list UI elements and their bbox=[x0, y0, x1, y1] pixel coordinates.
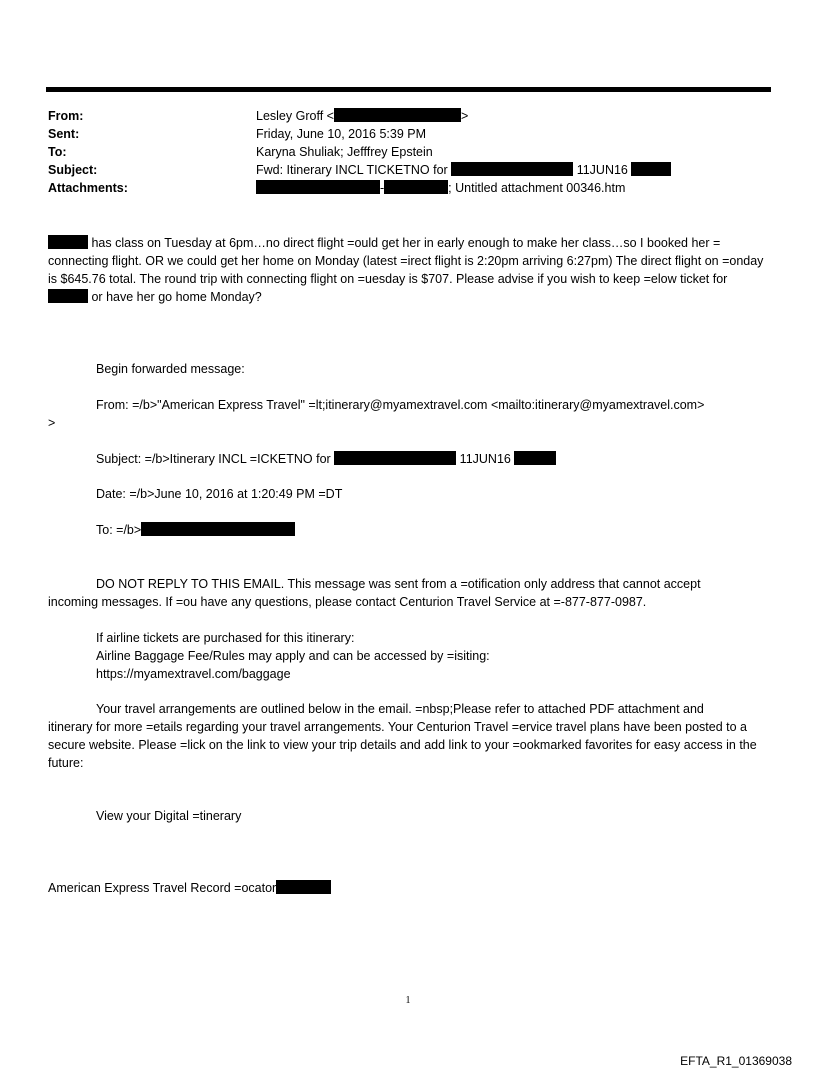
airline-line-2: Airline Baggage Fee/Rules may apply and can be accessed by =isiting: bbox=[96, 649, 490, 663]
sent-value: Friday, June 10, 2016 5:39 PM bbox=[256, 127, 427, 141]
redaction-box bbox=[256, 180, 380, 194]
record-locator-label: American Express Travel Record =ocator bbox=[48, 881, 277, 895]
to-row bbox=[48, 143, 671, 161]
redaction-box bbox=[334, 108, 461, 122]
attachments-dash: - bbox=[380, 181, 385, 195]
redaction-box bbox=[334, 451, 456, 465]
redaction-box bbox=[451, 162, 573, 176]
body-paragraph-1 bbox=[48, 234, 770, 306]
sent-label: Sent: bbox=[48, 127, 80, 141]
begin-forwarded: Begin forwarded message: bbox=[96, 362, 245, 376]
fwd-subject-text: Subject: =/b>Itinerary INCL =ICKETNO for bbox=[96, 452, 331, 466]
document-id: EFTA_R1_01369038 bbox=[680, 1054, 792, 1068]
attachments-value: ; Untitled attachment 00346.htm bbox=[448, 181, 626, 195]
from-row bbox=[48, 107, 671, 125]
fwd-date: Date: =/b>June 10, 2016 at 1:20:49 PM =DT bbox=[96, 487, 343, 501]
donotreply-line-1: DO NOT REPLY TO THIS EMAIL. This message was sent from a =otification only address that cannot accept bbox=[96, 577, 701, 591]
record-locator bbox=[48, 879, 770, 897]
redaction-box bbox=[631, 162, 671, 176]
travel-line-1: Your travel arrangements are outlined below in the email. =nbsp;Please refer to attached PDF attachment and bbox=[96, 702, 704, 716]
fwd-from: From: =/b>"American Express Travel" =lt;itinerary@myamextravel.com <mailto:itinerary@myamextravel.com> bbox=[96, 398, 705, 412]
to-label: To: bbox=[48, 145, 67, 159]
subject-row bbox=[48, 161, 671, 179]
from-name: Lesley Groff < bbox=[256, 109, 334, 123]
para1-text-a: has class on Tuesday at 6pm…no direct flight =ould get her in early enough to make her class…so I booked her = connecting flight. OR we could get her home on Monday (latest =irect flight is 2:20pm arriving 6:27pm) The direct flight on =onday is $645.76 total. The round trip with connecting flight on =uesday is $707. Please advise if you wish to keep =elow ticket for bbox=[48, 236, 764, 286]
donotreply-line-2: incoming messages. If =ou have any questions, please contact Centurion Travel Service at =-877-877-0987. bbox=[48, 595, 647, 609]
view-digital-itinerary-link[interactable]: View your Digital =tinerary bbox=[96, 809, 242, 823]
redaction-box bbox=[48, 235, 88, 249]
airline-link[interactable]: https://myamextravel.com/baggage bbox=[96, 667, 291, 681]
fwd-from-wrap: > bbox=[48, 416, 56, 430]
subject-label: Subject: bbox=[48, 163, 98, 177]
para1-text-b: or have her go home Monday? bbox=[91, 290, 262, 304]
airline-line-1: If airline tickets are purchased for this itinerary: bbox=[96, 631, 355, 645]
attachments-label: Attachments: bbox=[48, 181, 128, 195]
to-value: Karyna Shuliak; Jefffrey Epstein bbox=[256, 145, 433, 159]
fwd-to bbox=[96, 521, 295, 539]
subject-value: Fwd: Itinerary INCL TICKETNO for bbox=[256, 163, 448, 177]
redaction-box bbox=[514, 451, 556, 465]
fwd-subject bbox=[96, 450, 556, 468]
redaction-box bbox=[141, 522, 295, 536]
redaction-box bbox=[48, 289, 88, 303]
from-label: From: bbox=[48, 109, 84, 123]
redaction-box bbox=[276, 880, 331, 894]
sent-row bbox=[48, 125, 671, 143]
header-rule bbox=[46, 87, 771, 92]
redaction-box bbox=[384, 180, 448, 194]
from-close: > bbox=[460, 109, 469, 123]
email-header bbox=[48, 107, 671, 197]
fwd-to-label: To: =/b> bbox=[96, 523, 142, 537]
fwd-subject-date: 11JUN16 bbox=[459, 452, 511, 466]
attachments-row bbox=[48, 179, 671, 197]
subject-date: 11JUN16 bbox=[576, 163, 628, 177]
travel-paragraph: itinerary for more =etails regarding your travel arrangements. Your Centurion Travel =ervice travel plans have been posted to a secure website. Please =lick on the link to view your trip details and add link to your =ookmarked favorites for easy access in the future: bbox=[48, 720, 757, 770]
page-number: 1 bbox=[405, 995, 411, 1006]
